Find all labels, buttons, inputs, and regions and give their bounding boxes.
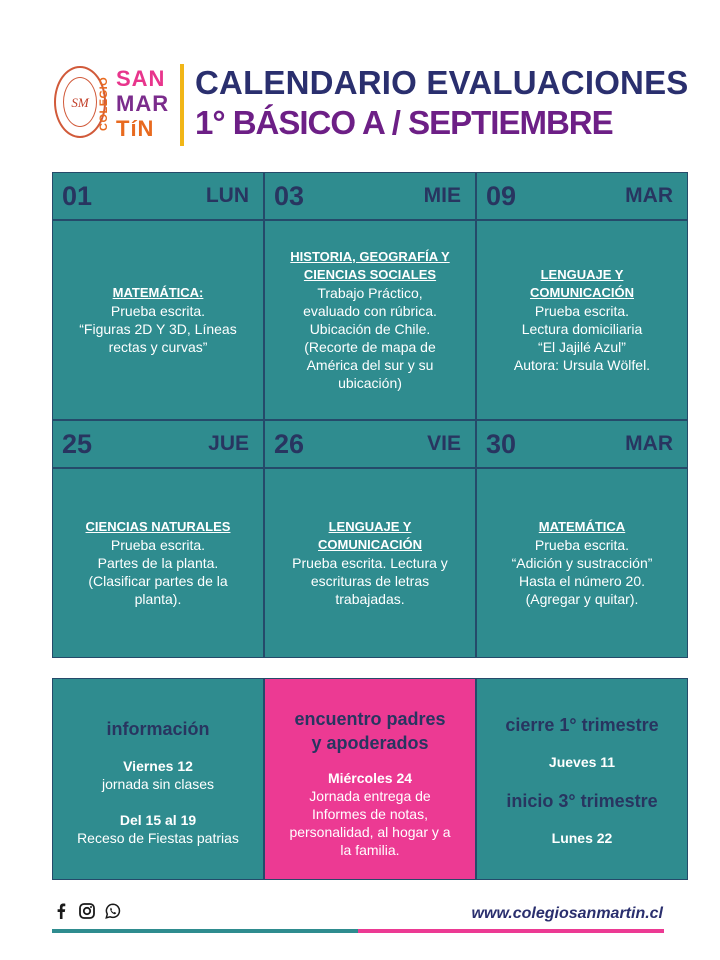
detail-line: Prueba escrita.: [534, 537, 630, 553]
subject-title: MATEMÁTICA:: [112, 285, 204, 300]
detail-line: Trabajo Práctico,: [317, 285, 423, 301]
day-name: MAR: [625, 184, 673, 207]
day-header: [52, 172, 264, 220]
day-name: JUE: [208, 432, 249, 455]
meeting-date: Miércoles 24: [327, 770, 413, 786]
header-divider: [180, 64, 184, 146]
school-logo: [54, 62, 174, 144]
website-link[interactable]: www.colegiosanmartin.cl: [471, 905, 663, 922]
facebook-icon[interactable]: [52, 902, 69, 919]
info-text: jornada sin clases: [101, 776, 215, 792]
subject-title: COMUNICACIÓN: [530, 285, 634, 300]
info-text: Receso de Fiestas patrias: [77, 830, 239, 846]
detail-line: escrituras de letras: [310, 573, 430, 589]
meeting-title: encuentro padres: [294, 709, 446, 729]
day-header: [264, 172, 476, 220]
detail-line: “Figuras 2D Y 3D, Líneas: [79, 321, 237, 337]
detail-line: Autora: Ursula Wölfel.: [513, 357, 651, 373]
day-content: [264, 220, 476, 420]
info-box-general: [52, 678, 264, 880]
info-box-trimester: [476, 678, 688, 880]
detail-line: “Adición y sustracción”: [511, 555, 653, 571]
day-name: LUN: [205, 184, 249, 207]
day-name: VIE: [427, 432, 461, 455]
day-number: 03: [274, 180, 305, 211]
day-name: MAR: [625, 432, 673, 455]
info-box-meeting: [264, 678, 476, 880]
instagram-icon[interactable]: [78, 902, 95, 919]
day-content: [476, 220, 688, 420]
logo-colegio-text: COLEGIO: [98, 76, 110, 132]
detail-line: Prueba escrita. Lectura y: [292, 555, 448, 571]
logo-word-san: SAN: [116, 66, 166, 91]
subject-title: MATEMÁTICA: [538, 519, 626, 534]
detail-line: (Clasificar partes de la: [88, 573, 228, 589]
day-header: [52, 420, 264, 468]
seal-monogram: SM: [63, 77, 97, 127]
footer-bar-pink: [358, 929, 664, 933]
info-date: Viernes 12: [123, 758, 193, 774]
detail-line: “El Jajilé Azul”: [538, 339, 626, 355]
day-content: [52, 220, 264, 420]
trimester-start-title: inicio 3° trimestre: [506, 791, 658, 811]
evaluation-calendar: [52, 172, 688, 658]
day-content: [476, 468, 688, 658]
detail-line: evaluado con rúbrica.: [303, 303, 437, 319]
meeting-text: Informes de notas,: [312, 806, 428, 822]
detail-line: Hasta el número 20.: [518, 573, 646, 589]
detail-line: Ubicación de Chile.: [309, 321, 431, 337]
subject-title: COMUNICACIÓN: [318, 537, 422, 552]
social-icons: [52, 902, 121, 919]
detail-line: rectas y curvas”: [108, 339, 208, 355]
subject-title: HISTORIA, GEOGRAFÍA Y: [290, 249, 450, 264]
meeting-text: Jornada entrega de: [309, 788, 431, 804]
trimester-close-date: Jueves 11: [548, 754, 616, 770]
page-subtitle: 1° BÁSICO A / SEPTIEMBRE: [195, 104, 613, 141]
page-title: CALENDARIO EVALUACIONES: [195, 64, 689, 101]
meeting-text: personalidad, al hogar y a: [289, 824, 451, 840]
info-title: información: [106, 719, 210, 739]
subject-title: CIENCIAS NATURALES: [85, 519, 231, 534]
detail-line: Prueba escrita.: [110, 303, 206, 319]
day-number: 01: [62, 180, 93, 211]
day-content: [264, 468, 476, 658]
detail-line: ubicación): [338, 375, 402, 391]
whatsapp-icon[interactable]: [104, 902, 121, 919]
footer-bar-teal: [52, 929, 358, 933]
detail-line: Prueba escrita.: [110, 537, 206, 553]
day-name: MIE: [423, 184, 461, 207]
day-number: 26: [274, 428, 305, 459]
detail-line: trabajadas.: [335, 591, 405, 607]
detail-line: América del sur y su: [306, 357, 434, 373]
subject-title: CIENCIAS SOCIALES: [303, 267, 437, 282]
detail-line: Lectura domiciliaria: [521, 321, 643, 337]
day-number: 30: [486, 428, 517, 459]
subject-title: LENGUAJE Y: [328, 519, 412, 534]
info-date: Del 15 al 19: [119, 812, 197, 828]
logo-word-tin: TíN: [116, 116, 155, 141]
meeting-text: la familia.: [340, 842, 400, 858]
day-header: [476, 420, 688, 468]
day-header: [476, 172, 688, 220]
detail-line: Prueba escrita.: [534, 303, 630, 319]
day-number: 09: [486, 180, 517, 211]
logo-word-mar: MAR: [116, 91, 170, 116]
day-number: 25: [62, 428, 93, 459]
detail-line: (Agregar y quitar).: [525, 591, 639, 607]
day-content: [52, 468, 264, 658]
meeting-title: y apoderados: [311, 733, 429, 753]
detail-line: (Recorte de mapa de: [304, 339, 436, 355]
detail-line: planta).: [134, 591, 182, 607]
trimester-start-date: Lunes 22: [551, 830, 613, 846]
info-section: [52, 678, 688, 880]
day-header: [264, 420, 476, 468]
subject-title: LENGUAJE Y: [540, 267, 624, 282]
detail-line: Partes de la planta.: [97, 555, 219, 571]
trimester-close-title: cierre 1° trimestre: [505, 715, 659, 735]
